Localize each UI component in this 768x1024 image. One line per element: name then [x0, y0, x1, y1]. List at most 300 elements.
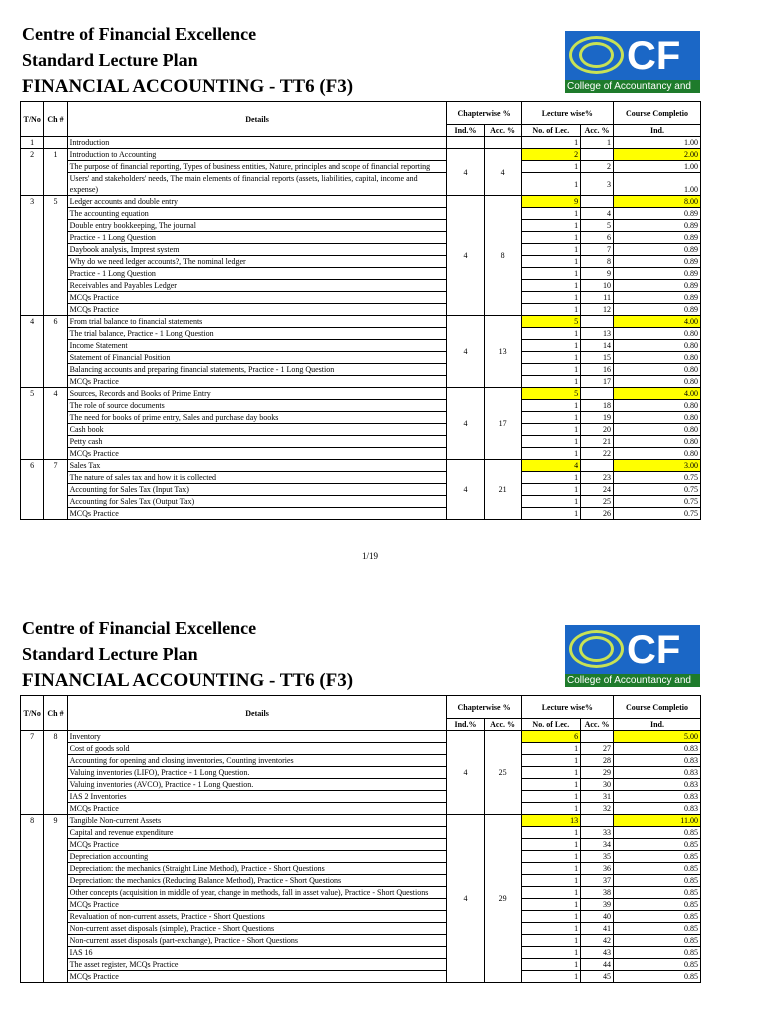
- lecture-acc: 20: [581, 424, 614, 436]
- topic-number: 5: [21, 388, 44, 460]
- lecture-details: Depreciation accounting: [67, 851, 447, 863]
- lecture-details: MCQs Practice: [67, 839, 447, 851]
- chapter-acc-pct: 17: [484, 388, 521, 460]
- topic-course-ind: 5.00: [613, 731, 700, 743]
- lecture-course-ind: 0.85: [613, 971, 700, 983]
- lecture-details: Income Statement: [67, 340, 447, 352]
- lecture-row: [21, 424, 701, 436]
- topic-number: 7: [21, 731, 44, 815]
- topic-title: Inventory: [67, 731, 447, 743]
- topic-number: 8: [21, 815, 44, 983]
- lecture-acc: 5: [581, 220, 614, 232]
- lecture-row: [21, 755, 701, 767]
- topic-acc-lectures: [581, 149, 614, 161]
- topic-acc-lectures: [581, 815, 614, 827]
- lecture-row: [21, 448, 701, 460]
- lecture-acc: 7: [581, 244, 614, 256]
- lecture-details: MCQs Practice: [67, 899, 447, 911]
- topic-title: Tangible Non-current Assets: [67, 815, 447, 827]
- header-plan: Standard Lecture Plan: [22, 644, 198, 664]
- lecture-count: 1: [521, 779, 580, 791]
- lecture-acc: 33: [581, 827, 614, 839]
- topic-number: 4: [21, 316, 44, 388]
- lecture-count: 1: [521, 232, 580, 244]
- header-row: [21, 102, 701, 125]
- lecture-details: IAS 2 Inventories: [67, 791, 447, 803]
- lecture-details: Valuing inventories (AVCO), Practice - 1 Long Question.: [67, 779, 447, 791]
- topic-lectures: 5: [521, 316, 580, 328]
- topic-title: Ledger accounts and double entry: [67, 196, 447, 208]
- lecture-row: [21, 779, 701, 791]
- lecture-row: [21, 496, 701, 508]
- lecture-count: 1: [521, 292, 580, 304]
- topic-course-ind: 4.00: [613, 388, 700, 400]
- page-number: 1/19: [362, 551, 379, 561]
- lecture-details: Receivables and Payables Ledger: [67, 280, 447, 292]
- topic-lectures: 2: [521, 149, 580, 161]
- lecture-course-ind: 0.89: [613, 292, 700, 304]
- topic-row: [21, 316, 701, 328]
- chapter-ind-pct: 4: [447, 149, 484, 196]
- chapter-ind-pct: 4: [447, 815, 484, 983]
- chapter-ind-pct: 4: [447, 316, 484, 388]
- lecture-course-ind: 0.85: [613, 923, 700, 935]
- topic-title: Sales Tax: [67, 460, 447, 472]
- lecture-count: 1: [521, 899, 580, 911]
- lecture-course-ind: 0.80: [613, 352, 700, 364]
- topic-row: [21, 137, 701, 149]
- lecture-row: [21, 173, 701, 196]
- col-acc2: Acc. %: [581, 125, 614, 137]
- lecture-course-ind: 0.89: [613, 304, 700, 316]
- lecture-row: [21, 208, 701, 220]
- col-chapterwise: Chapterwise %: [447, 102, 521, 125]
- chapter-number: 9: [44, 815, 67, 983]
- lecture-details: Cost of goods sold: [67, 743, 447, 755]
- col-nolec: No. of Lec.: [521, 125, 580, 137]
- lecture-count: 1: [521, 935, 580, 947]
- lecture-course-ind: 0.89: [613, 220, 700, 232]
- topic-acc-lectures: [581, 388, 614, 400]
- lecture-row: [21, 232, 701, 244]
- lecture-acc: 31: [581, 791, 614, 803]
- lecture-acc: 43: [581, 947, 614, 959]
- lecture-row: [21, 484, 701, 496]
- lecture-acc: 19: [581, 412, 614, 424]
- lecture-count: 1: [521, 400, 580, 412]
- lecture-count: 1: [521, 448, 580, 460]
- lecture-count: 1: [521, 743, 580, 755]
- topic-number: 3: [21, 196, 44, 316]
- lecture-row: [21, 268, 701, 280]
- lecture-course-ind: 0.80: [613, 412, 700, 424]
- lecture-acc: 6: [581, 232, 614, 244]
- lecture-count: 1: [521, 328, 580, 340]
- lecture-count: 1: [521, 484, 580, 496]
- lecture-row: [21, 161, 701, 173]
- topic-course-ind: 3.00: [613, 460, 700, 472]
- lecture-details: The asset register, MCQs Practice: [67, 959, 447, 971]
- col-chapterwise: Chapterwise %: [447, 696, 521, 719]
- lecture-row: [21, 280, 701, 292]
- lecture-count: 1: [521, 887, 580, 899]
- lecture-count: 1: [521, 947, 580, 959]
- lecture-acc: 44: [581, 959, 614, 971]
- col-lecturewise: Lecture wise%: [521, 102, 613, 125]
- header-course: FINANCIAL ACCOUNTING - TT6 (F3): [22, 670, 354, 691]
- lecture-count: 1: [521, 280, 580, 292]
- logo-subtitle: College of Accountancy and: [567, 81, 691, 92]
- topic-acc-lectures: [581, 460, 614, 472]
- lecture-course-ind: 0.80: [613, 376, 700, 388]
- topic-course-ind: 1.00: [613, 137, 700, 149]
- lecture-acc: 25: [581, 496, 614, 508]
- topic-course-ind: 4.00: [613, 316, 700, 328]
- lecture-course-ind: 0.75: [613, 472, 700, 484]
- lecture-count: 1: [521, 268, 580, 280]
- lecture-details: Valuing inventories (LIFO), Practice - 1 Long Question.: [67, 767, 447, 779]
- lecture-count: 1: [521, 803, 580, 815]
- lecture-acc: 45: [581, 971, 614, 983]
- topic-acc-lectures: [581, 316, 614, 328]
- lecture-course-ind: 0.80: [613, 424, 700, 436]
- lecture-row: [21, 947, 701, 959]
- lecture-acc: 27: [581, 743, 614, 755]
- topic-lectures: 1: [521, 137, 580, 149]
- lecture-acc: 22: [581, 448, 614, 460]
- col-details: Details: [67, 696, 447, 731]
- lecture-count: 1: [521, 304, 580, 316]
- lecture-acc: 39: [581, 899, 614, 911]
- chapter-acc-pct: 4: [484, 149, 521, 196]
- lecture-details: Other concepts (acquisition in middle of year, change in methods, fall in asset value), Practice - Short Questions: [67, 887, 447, 899]
- col-ind: Ind.%: [447, 719, 484, 731]
- lecture-acc: 42: [581, 935, 614, 947]
- lecture-count: 1: [521, 875, 580, 887]
- lecture-course-ind: 1.00: [613, 173, 700, 196]
- col-ch: Ch #: [44, 696, 67, 731]
- lecture-acc: 23: [581, 472, 614, 484]
- lecture-row: [21, 767, 701, 779]
- lecture-details: MCQs Practice: [67, 292, 447, 304]
- lecture-count: 1: [521, 923, 580, 935]
- lecture-count: 1: [521, 971, 580, 983]
- col-ind2: Ind.: [613, 719, 700, 731]
- lecture-count: 1: [521, 173, 580, 196]
- lecture-acc: 13: [581, 328, 614, 340]
- lecture-course-ind: 0.89: [613, 232, 700, 244]
- logo-subtitle: College of Accountancy and: [567, 675, 691, 686]
- lecture-details: Accounting for opening and closing inventories, Counting inventories: [67, 755, 447, 767]
- chapter-number: [44, 137, 67, 149]
- lecture-course-ind: 0.75: [613, 496, 700, 508]
- lecture-details: The role of source documents: [67, 400, 447, 412]
- lecture-details: The trial balance, Practice - 1 Long Question: [67, 328, 447, 340]
- lecture-acc: 17: [581, 376, 614, 388]
- col-ch: Ch #: [44, 102, 67, 137]
- lecture-count: 1: [521, 436, 580, 448]
- chapter-ind-pct: 4: [447, 731, 484, 815]
- lecture-course-ind: 0.83: [613, 803, 700, 815]
- topic-lectures: 5: [521, 388, 580, 400]
- lecture-row: [21, 436, 701, 448]
- lecture-row: [21, 827, 701, 839]
- lecture-row: [21, 256, 701, 268]
- chapter-acc-pct: 21: [484, 460, 521, 520]
- topic-row: [21, 388, 701, 400]
- lecture-count: 1: [521, 472, 580, 484]
- col-acc2: Acc. %: [581, 719, 614, 731]
- lecture-details: MCQs Practice: [67, 448, 447, 460]
- topic-course-ind: 8.00: [613, 196, 700, 208]
- lecture-row: [21, 863, 701, 875]
- col-lecturewise: Lecture wise%: [521, 696, 613, 719]
- lecture-row: [21, 803, 701, 815]
- lecture-acc: 4: [581, 208, 614, 220]
- col-tno: T/No: [21, 102, 44, 137]
- lecture-details: Cash book: [67, 424, 447, 436]
- col-acc: Acc. %: [484, 125, 521, 137]
- lecture-acc: 3: [581, 173, 614, 196]
- lecture-row: [21, 935, 701, 947]
- lecture-details: IAS 16: [67, 947, 447, 959]
- lecture-course-ind: 0.80: [613, 328, 700, 340]
- topic-title: Introduction: [67, 137, 447, 149]
- topic-number: 1: [21, 137, 44, 149]
- topic-row: [21, 815, 701, 827]
- topic-lectures: 6: [521, 731, 580, 743]
- lecture-course-ind: 0.85: [613, 851, 700, 863]
- topic-number: 2: [21, 149, 44, 196]
- lecture-row: [21, 899, 701, 911]
- chapter-ind-pct: 4: [447, 460, 484, 520]
- lecture-course-ind: 0.75: [613, 484, 700, 496]
- chapter-number: 4: [44, 388, 67, 460]
- topic-lectures: 13: [521, 815, 580, 827]
- lecture-course-ind: 0.83: [613, 743, 700, 755]
- chapter-ind-pct: 4: [447, 196, 484, 316]
- topic-title: Sources, Records and Books of Prime Entry: [67, 388, 447, 400]
- lecture-course-ind: 0.89: [613, 244, 700, 256]
- header-institute: Centre of Financial Excellence: [22, 24, 257, 44]
- lecture-course-ind: 0.89: [613, 256, 700, 268]
- lecture-details: Non-current asset disposals (part-exchange), Practice - Short Questions: [67, 935, 447, 947]
- lecture-acc: 16: [581, 364, 614, 376]
- lecture-course-ind: 0.80: [613, 364, 700, 376]
- lecture-count: 1: [521, 424, 580, 436]
- lecture-count: 1: [521, 244, 580, 256]
- logo-letters: CF: [627, 34, 681, 78]
- lecture-row: [21, 508, 701, 520]
- topic-row: [21, 731, 701, 743]
- chapter-acc-pct: 29: [484, 815, 521, 983]
- lecture-course-ind: 0.83: [613, 779, 700, 791]
- cfe-logo: [565, 31, 700, 93]
- chapter-acc-pct: 13: [484, 316, 521, 388]
- header-plan: Standard Lecture Plan: [22, 50, 198, 70]
- col-ind: Ind.%: [447, 125, 484, 137]
- lecture-count: 1: [521, 364, 580, 376]
- lecture-course-ind: 0.85: [613, 935, 700, 947]
- lecture-details: Practice - 1 Long Question: [67, 232, 447, 244]
- lecture-acc: 38: [581, 887, 614, 899]
- cfe-logo: [565, 625, 700, 687]
- topic-acc-lectures: [581, 731, 614, 743]
- lecture-course-ind: 0.85: [613, 887, 700, 899]
- lecture-row: [21, 851, 701, 863]
- col-nolec: No. of Lec.: [521, 719, 580, 731]
- lecture-details: Non-current asset disposals (simple), Practice - Short Questions: [67, 923, 447, 935]
- topic-row: [21, 149, 701, 161]
- col-course: Course Completio: [613, 696, 700, 719]
- lecture-acc: 40: [581, 911, 614, 923]
- chapter-ind-pct: [447, 137, 484, 149]
- lecture-acc: 21: [581, 436, 614, 448]
- lecture-details: The nature of sales tax and how it is collected: [67, 472, 447, 484]
- topic-acc-lectures: 1: [581, 137, 614, 149]
- lecture-course-ind: 0.85: [613, 899, 700, 911]
- lecture-details: Statement of Financial Position: [67, 352, 447, 364]
- lecture-course-ind: 0.83: [613, 755, 700, 767]
- lecture-count: 1: [521, 863, 580, 875]
- lecture-details: MCQs Practice: [67, 304, 447, 316]
- topic-acc-lectures: [581, 196, 614, 208]
- lecture-course-ind: 0.83: [613, 791, 700, 803]
- lecture-details: MCQs Practice: [67, 376, 447, 388]
- lecture-acc: 15: [581, 352, 614, 364]
- lecture-row: [21, 959, 701, 971]
- lecture-row: [21, 412, 701, 424]
- lecture-count: 1: [521, 412, 580, 424]
- lecture-details: Revaluation of non-current assets, Practice - Short Questions: [67, 911, 447, 923]
- lecture-details: The purpose of financial reporting, Types of business entities, Nature, principles and scope of financial reporting: [67, 161, 447, 173]
- lecture-row: [21, 472, 701, 484]
- header-course: FINANCIAL ACCOUNTING - TT6 (F3): [22, 76, 354, 97]
- chapter-number: 1: [44, 149, 67, 196]
- lecture-details: Balancing accounts and preparing financial statements, Practice - 1 Long Question: [67, 364, 447, 376]
- lecture-count: 1: [521, 791, 580, 803]
- lecture-details: Why do we need ledger accounts?, The nominal ledger: [67, 256, 447, 268]
- lecture-count: 1: [521, 827, 580, 839]
- lecture-details: Depreciation: the mechanics (Straight Line Method), Practice - Short Questions: [67, 863, 447, 875]
- lecture-count: 1: [521, 755, 580, 767]
- chapter-number: 7: [44, 460, 67, 520]
- topic-number: 6: [21, 460, 44, 520]
- lecture-count: 1: [521, 851, 580, 863]
- lecture-acc: 14: [581, 340, 614, 352]
- lecture-plan-table: [20, 695, 701, 983]
- col-ind2: Ind.: [613, 125, 700, 137]
- lecture-course-ind: 0.85: [613, 959, 700, 971]
- lecture-acc: 32: [581, 803, 614, 815]
- lecture-row: [21, 875, 701, 887]
- lecture-course-ind: 0.85: [613, 863, 700, 875]
- lecture-row: [21, 911, 701, 923]
- chapter-number: 8: [44, 731, 67, 815]
- lecture-count: 1: [521, 256, 580, 268]
- lecture-count: 1: [521, 959, 580, 971]
- topic-course-ind: 2.00: [613, 149, 700, 161]
- lecture-details: Users' and stakeholders' needs, The main elements of financial reports (assets, liabilities, capital, income and expense): [67, 173, 447, 196]
- lecture-acc: 34: [581, 839, 614, 851]
- lecture-details: Capital and revenue expenditure: [67, 827, 447, 839]
- chapter-acc-pct: [484, 137, 521, 149]
- lecture-acc: 26: [581, 508, 614, 520]
- topic-course-ind: 11.00: [613, 815, 700, 827]
- lecture-course-ind: 0.85: [613, 947, 700, 959]
- lecture-count: 1: [521, 911, 580, 923]
- lecture-row: [21, 400, 701, 412]
- lecture-plan-table: [20, 101, 701, 520]
- lecture-count: 1: [521, 161, 580, 173]
- lecture-details: Double entry bookkeeping, The journal: [67, 220, 447, 232]
- topic-row: [21, 460, 701, 472]
- lecture-row: [21, 292, 701, 304]
- lecture-row: [21, 244, 701, 256]
- lecture-acc: 37: [581, 875, 614, 887]
- lecture-course-ind: 0.83: [613, 767, 700, 779]
- lecture-count: 1: [521, 508, 580, 520]
- lecture-count: 1: [521, 220, 580, 232]
- lecture-acc: 12: [581, 304, 614, 316]
- logo-letters: CF: [627, 628, 681, 672]
- lecture-count: 1: [521, 839, 580, 851]
- lecture-row: [21, 839, 701, 851]
- lecture-row: [21, 340, 701, 352]
- header-row: [21, 696, 701, 719]
- chapter-acc-pct: 8: [484, 196, 521, 316]
- topic-lectures: 4: [521, 460, 580, 472]
- lecture-course-ind: 0.80: [613, 340, 700, 352]
- lecture-row: [21, 791, 701, 803]
- lecture-course-ind: 0.85: [613, 827, 700, 839]
- lecture-course-ind: 0.89: [613, 208, 700, 220]
- chapter-acc-pct: 25: [484, 731, 521, 815]
- lecture-course-ind: 1.00: [613, 161, 700, 173]
- lecture-count: 1: [521, 352, 580, 364]
- lecture-course-ind: 0.85: [613, 911, 700, 923]
- lecture-row: [21, 743, 701, 755]
- lecture-row: [21, 364, 701, 376]
- lecture-course-ind: 0.80: [613, 448, 700, 460]
- chapter-number: 5: [44, 196, 67, 316]
- lecture-acc: 2: [581, 161, 614, 173]
- lecture-details: Accounting for Sales Tax (Input Tax): [67, 484, 447, 496]
- lecture-acc: 28: [581, 755, 614, 767]
- lecture-acc: 9: [581, 268, 614, 280]
- lecture-acc: 18: [581, 400, 614, 412]
- lecture-details: Petty cash: [67, 436, 447, 448]
- lecture-acc: 29: [581, 767, 614, 779]
- lecture-details: The accounting equation: [67, 208, 447, 220]
- lecture-count: 1: [521, 376, 580, 388]
- col-tno: T/No: [21, 696, 44, 731]
- lecture-details: MCQs Practice: [67, 803, 447, 815]
- topic-row: [21, 196, 701, 208]
- lecture-row: [21, 304, 701, 316]
- lecture-row: [21, 887, 701, 899]
- lecture-course-ind: 0.80: [613, 436, 700, 448]
- lecture-course-ind: 0.85: [613, 875, 700, 887]
- col-acc: Acc. %: [484, 719, 521, 731]
- lecture-course-ind: 0.75: [613, 508, 700, 520]
- lecture-acc: 41: [581, 923, 614, 935]
- lecture-details: Accounting for Sales Tax (Output Tax): [67, 496, 447, 508]
- topic-title: Introduction to Accounting: [67, 149, 447, 161]
- lecture-row: [21, 376, 701, 388]
- lecture-course-ind: 0.80: [613, 400, 700, 412]
- lecture-acc: 24: [581, 484, 614, 496]
